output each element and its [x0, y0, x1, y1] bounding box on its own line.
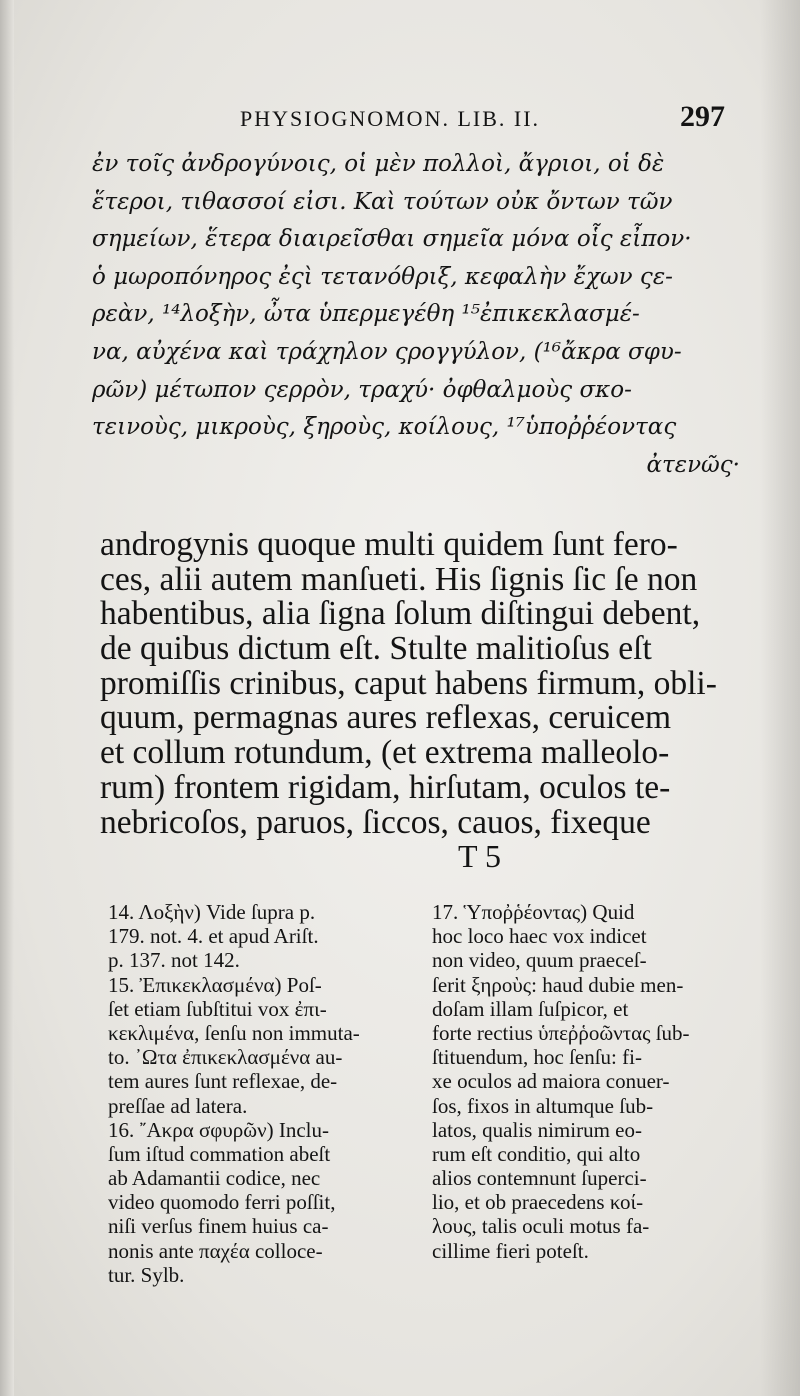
footnotes-left-column — [108, 900, 426, 1287]
footnote-line: doſam illam ſuſpicor, et — [432, 996, 629, 1021]
greek-line: τεινοὺς, μικροὺς, ξηροὺς, κοίλους, ¹⁷ὑποῤῥέοντας — [92, 414, 677, 441]
footnote-line: p. 137. not 142. — [108, 948, 240, 973]
footnote-line: tur. Sylb. — [108, 1262, 185, 1287]
greek-line: ἀτενῶς· — [646, 451, 740, 478]
latin-line: rum) frontem rigidam, hirſutam, oculos te- — [100, 770, 671, 806]
footnote-line: xe oculos ad maiora conuer- — [432, 1069, 670, 1094]
latin-line: et collum rotundum, (et extrema malleolo- — [100, 736, 670, 771]
latin-line: ces, alii autem manſueti. His ſignis ſic ſe non — [100, 562, 698, 598]
greek-line: ρῶν) μέτωπον ςερρὸν, τραχύ· ὀφθαλμοὺς σκο- — [92, 376, 632, 403]
page-number: 297 — [680, 100, 725, 133]
footnotes-right-column — [432, 900, 780, 1263]
footnote-line: cillime fieri poteſt. — [432, 1238, 589, 1263]
footnote-line: alios contemnunt ſuperci- — [432, 1166, 647, 1191]
latin-line: habentibus, alia ſigna ſolum diſtingui debent, — [100, 597, 701, 633]
latin-translation-block — [100, 528, 740, 840]
signature-mark: T 5 — [458, 838, 501, 874]
footnote-line: ſos, fixos in altumque ſub- — [432, 1093, 654, 1118]
running-head — [0, 100, 800, 140]
footnote-line: lio, et ob praecedens κοί- — [432, 1190, 644, 1215]
greek-line: σημείων, ἕτερα διαιρεῖσθαι σημεῖα μόνα οἷς εἶπον· — [92, 226, 692, 253]
latin-line: androgynis quoque multi quidem ſunt fero- — [100, 528, 678, 563]
footnote-line: forte rectius ὑπεῤῥοῶντας ſub- — [432, 1020, 690, 1045]
footnote-line: ſet etiam ſubſtitui vox ἐπι- — [108, 996, 327, 1021]
footnote-line: 14. Λοξὴν) Vide ſupra p. — [108, 900, 316, 924]
latin-line: promiſſis crinibus, caput habens firmum, obli- — [100, 666, 717, 702]
footnote-line: κεκλιμένα, ſenſu non immuta- — [108, 1020, 360, 1045]
greek-line: ρεὰν, ¹⁴λοξὴν, ὦτα ὑπερμεγέθη ¹⁵ἐπικεκλασμέ- — [92, 301, 640, 328]
greek-line: ὁ μωροπόνηρος ἐςὶ τετανόθριξ, κεφαλὴν ἔχων ςε- — [92, 263, 673, 290]
footnote-line: niſi verſus finem huius ca- — [108, 1214, 329, 1239]
footnote-line: 15. Ἐπικεκλασμένα) Poſ- — [108, 972, 322, 997]
footnote-line: video quomodo ferri poſſit, — [108, 1190, 336, 1215]
running-head-title: PHYSIOGNOMON. LIB. II. — [240, 106, 541, 131]
footnote-line: hoc loco haec vox indicet — [432, 924, 647, 949]
footnote-line: preſſae ad latera. — [108, 1093, 248, 1118]
footnote-line: λους, talis oculi motus fa- — [432, 1214, 650, 1239]
greek-line: ἐν τοῖς ἀνδρογύνοις, οἱ μὲν πολλοὶ, ἄγριοι, οἱ δὲ — [92, 151, 665, 177]
footnote-line: 179. not. 4. et apud Ariſt. — [108, 924, 319, 949]
latin-line: nebricoſos, paruos, ſiccos, cauos, fixeque — [100, 805, 651, 841]
footnote-line: nonis ante παχέα colloce- — [108, 1238, 323, 1263]
footnote-line: non video, quum praeceſ- — [432, 948, 647, 973]
latin-line: de quibus dictum eſt. Stulte malitioſus eſt — [100, 632, 652, 667]
footnote-line: 17. Ὑποῤῥέοντας) Quid — [432, 900, 635, 924]
greek-line: ἕτεροι, τιθασσοί εἰσι. Καὶ τούτων οὐκ ὄντων τῶν — [92, 188, 673, 215]
greek-line: να, αὐχένα καὶ τράχηλον ςρογγύλον, (¹⁶ἄκρα σφυ- — [92, 338, 682, 365]
footnote-line: ſum iſtud commation abeſt — [108, 1141, 331, 1166]
footnote-line: ab Adamantii codice, nec — [108, 1166, 321, 1191]
footnote-line: 16. ῎Ακρα σφυρῶν) Inclu- — [108, 1117, 329, 1142]
footnote-line: tem aures ſunt reflexae, de- — [108, 1069, 338, 1094]
footnote-line: ſtituendum, hoc ſenſu: fi- — [432, 1045, 642, 1070]
latin-line: quum, permagnas aures reflexas, ceruicem — [100, 701, 672, 737]
greek-text-block — [92, 146, 740, 484]
footnote-line: rum eſt conditio, qui alto — [432, 1141, 641, 1166]
footnote-line: ſerit ξηροὺς: haud dubie men- — [432, 972, 684, 997]
footnote-line: latos, qualis nimirum eo- — [432, 1117, 642, 1142]
footnote-line: to. ᾿Ωτα ἐπικεκλασμένα au- — [108, 1045, 343, 1070]
page-edge-shadow — [0, 0, 14, 1396]
